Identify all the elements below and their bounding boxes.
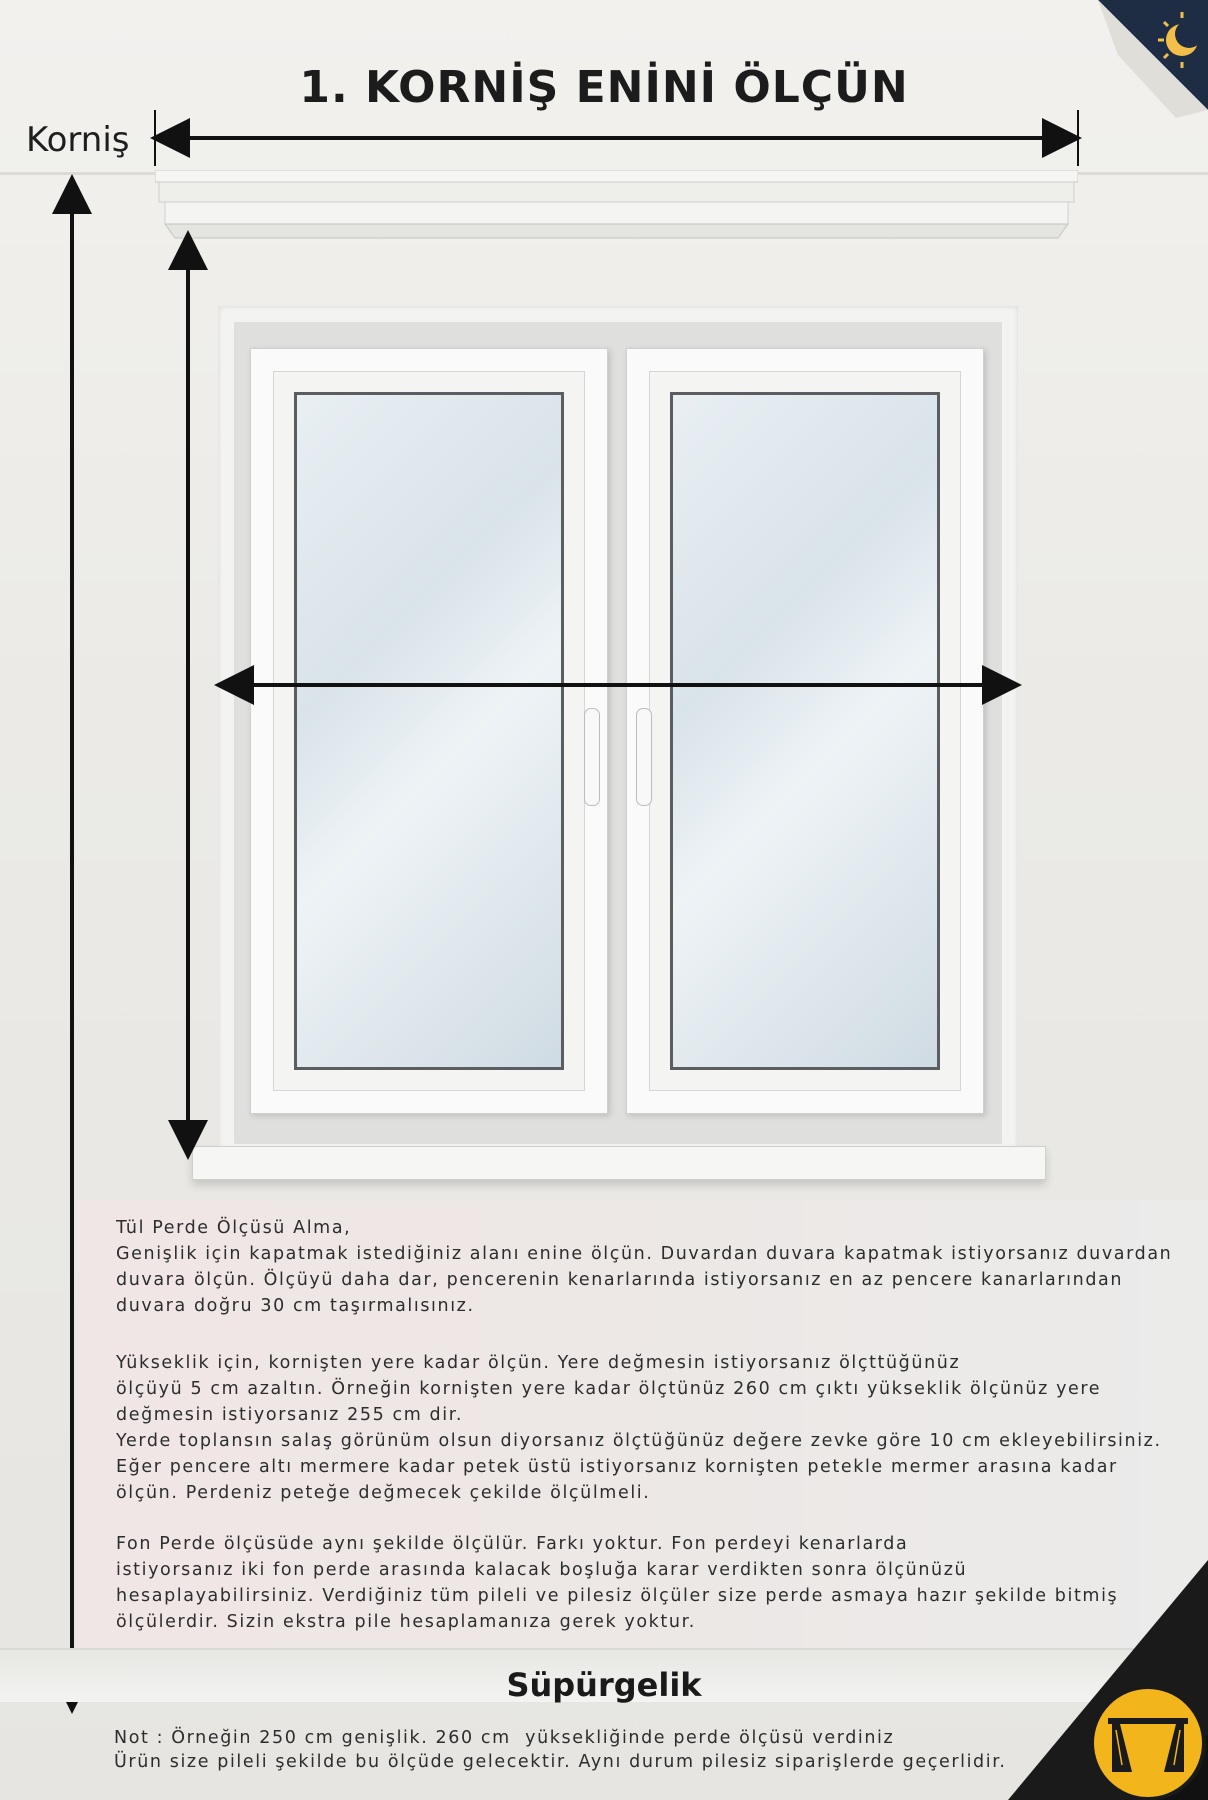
paragraph-tul: Tül Perde Ölçüsü Alma, Genişlik için kapatmak istediğiniz alanı enine ölçün. Duvardan duvara kapatmak istiyorsanız duvardan duvara ölçün. Ölçüyü daha dar, pencerenin kenarlarında istiyorsanız en az pencere kanarlarından duvara doğru 30 cm taşırmalısınız.	[116, 1218, 1173, 1316]
paragraph-fon: Fon Perde ölçüsüde aynı şekilde ölçülür. Farkı yoktur. Fon perdeyi kenarlarda istiyorsanız iki fon perde arasında kalacak boşluğa karar verdikten sonra ölçünüzü hesaplayabilirsiniz. Verdiğiniz tüm pileli ve pilesiz ölçüler size perde asmaya hazır şekilde bitmiş ölçülerdir. Sizin ekstra pile hesaplamanıza gerek yoktur.	[116, 1534, 1119, 1632]
paragraph-height: Yükseklik için, kornişten yere kadar ölçün. Yere değmesin istiyorsanız ölçttüğünüz ölçüyü 5 cm azaltın. Örneğin kornişten yere kadar ölçtünüz 260 cm çıktı yükseklik ölçünüz yere değmesin istiyorsanız 255 cm dir. Yerde toplansın salaş görünüm olsun diyorsanız ölçtüğünüz değere zevke göre 10 cm ekleyebilirsiniz. Eğer pencere altı mermere kadar petek üstü istiyorsanız kornişten petekle mermer arasına kadar ölçün. Perdeniz peteğe değmecek çekilde ölçülmeli.	[116, 1353, 1162, 1503]
footer-note: Not : Örneğin 250 cm genişlik. 260 cm yüksekliğinde perde ölçüsü verdiniz Ürün size pileli şekilde bu ölçüde gelecektir. Aynı durum pilesiz siparişlerde geçerlidir.	[114, 1728, 1007, 1772]
page-title: 1. KORNİŞ ENİNİ ÖLÇÜN	[299, 62, 909, 113]
baseboard-label: Süpürgelik	[506, 1666, 702, 1704]
rail-label: Korniş	[26, 120, 130, 160]
curtain-logo-icon	[1008, 1560, 1208, 1800]
